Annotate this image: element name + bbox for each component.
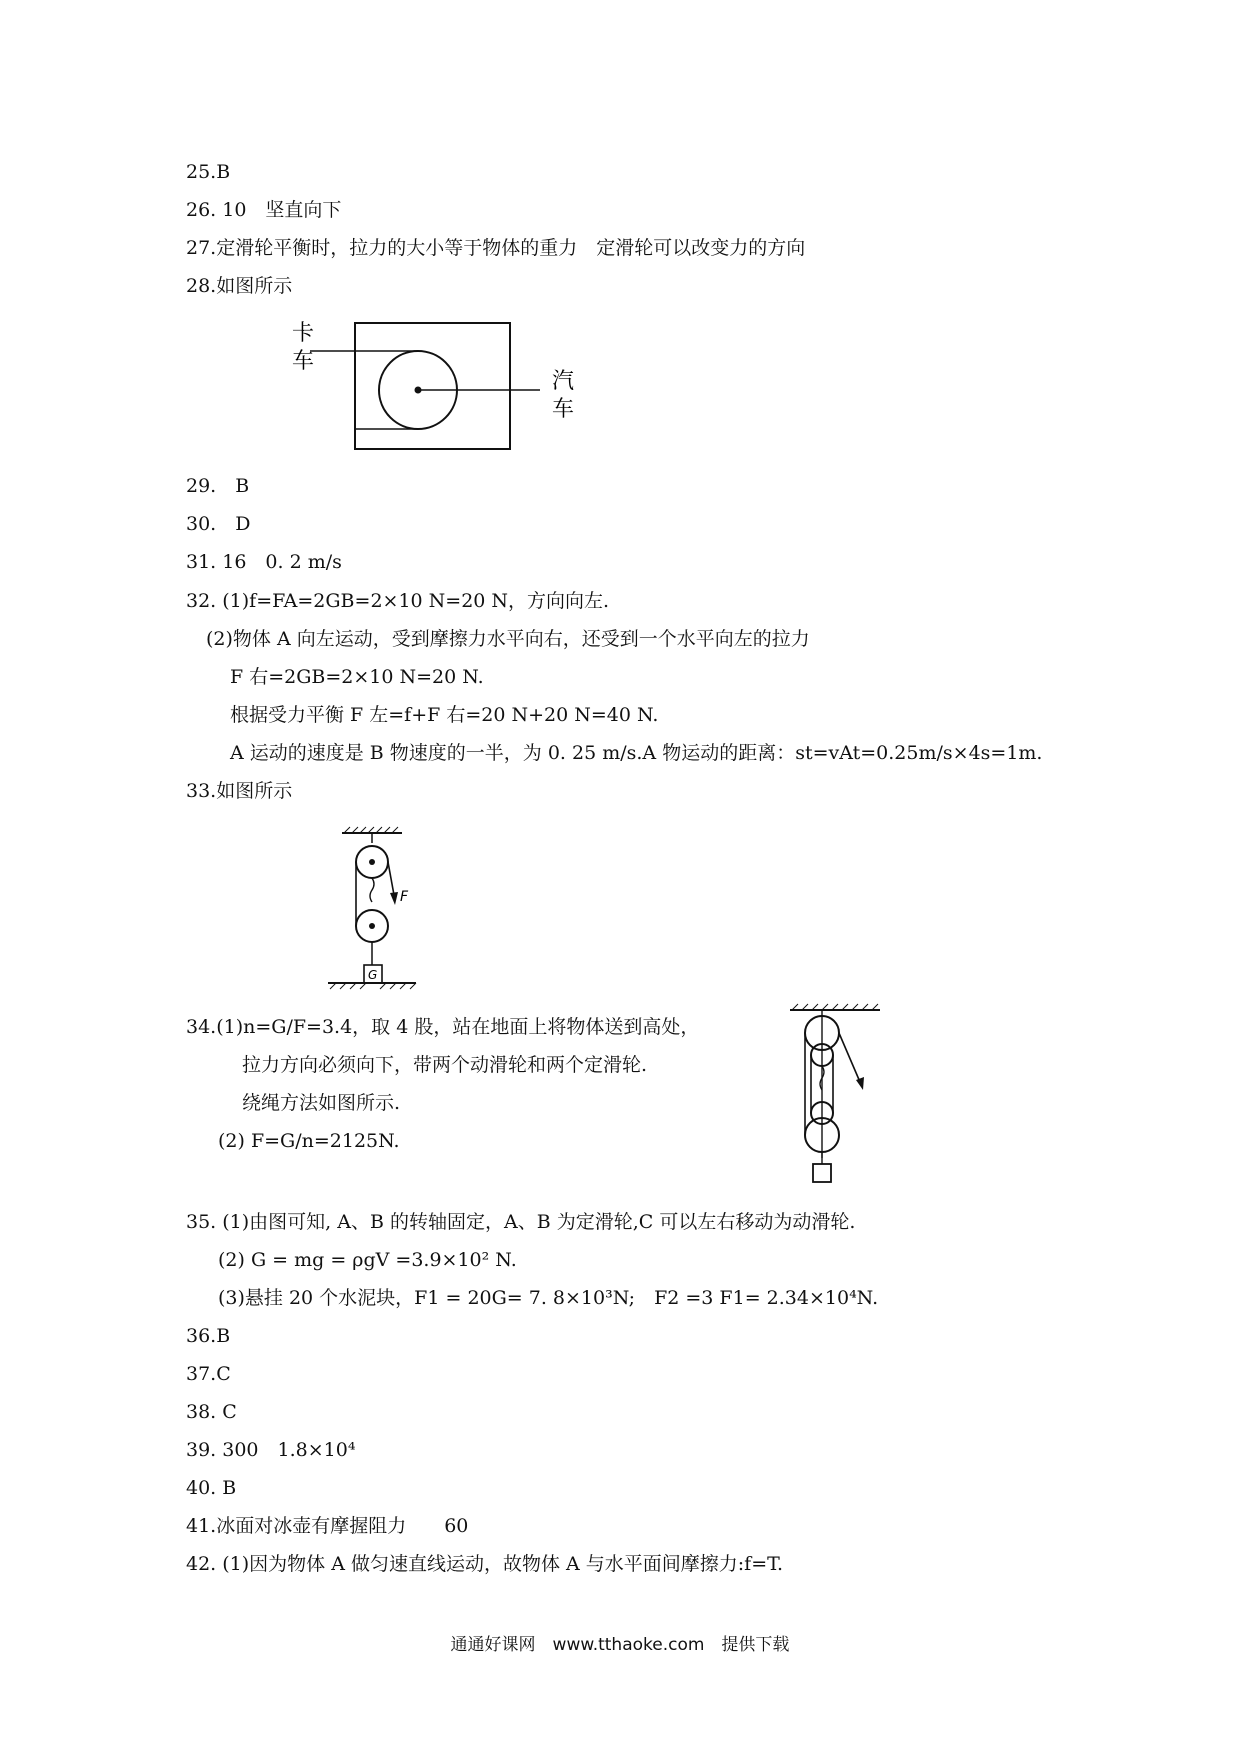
answer-31: 31. 16 0. 2 m/s <box>186 551 342 573</box>
car-label-2: 车 <box>552 397 575 422</box>
answer-37: 37.C <box>186 1363 231 1385</box>
answer-32-part5: A 运动的速度是 B 物速度的一半，为 0. 25 m/s.A 物运动的距离：st=vAt=0.25m/s×4s=1m. <box>230 742 1043 764</box>
answer-42: 42. (1)因为物体 A 做匀速直线运动，故物体 A 与水平面间摩擦力:f=T. <box>186 1553 784 1575</box>
page-footer: 通通好课网 www.tthaoke.com 提供下载 <box>450 1635 790 1655</box>
answer-35-part1: 35. (1)由图可知, A、B 的转轴固定，A、B 为定滑轮,C 可以左右移动为动滑轮. <box>186 1211 856 1233</box>
answer-34-part2: 拉力方向必须向下，带两个动滑轮和两个定滑轮. <box>242 1054 648 1076</box>
figure-28-pulley-diagram <box>280 310 600 460</box>
answer-32-part4: 根据受力平衡 F 左=f+F 右=20 N+20 N=40 N. <box>230 704 659 726</box>
answer-33: 33.如图所示 <box>186 780 293 802</box>
answer-34-part3: 绕绳方法如图所示. <box>242 1092 401 1114</box>
answer-32-part2: (2)物体 A 向左运动，受到摩擦力水平向右，还受到一个水平向左的拉力 <box>206 628 810 650</box>
answer-40: 40. B <box>186 1477 237 1499</box>
answer-34-part1: 34.(1)n=G/F=3.4，取 4 股，站在地面上将物体送到高处， <box>186 1016 700 1038</box>
force-label: F <box>400 889 409 905</box>
answer-29: 29. B <box>186 475 250 497</box>
answer-30: 30. D <box>186 513 251 535</box>
answer-39: 39. 300 1.8×10⁴ <box>186 1439 356 1461</box>
figure-34-pulley-system <box>780 1000 890 1195</box>
answer-25: 25.B <box>186 161 231 183</box>
answer-32-part1: 32. (1)f=FA=2GB=2×10 N=20 N，方向向左. <box>186 590 610 612</box>
truck-label-2: 车 <box>292 349 315 374</box>
car-label-1: 汽 <box>552 369 575 394</box>
answer-35-part3: (3)悬挂 20 个水泥块，F1 = 20G= 7. 8×10³N; F2 =3 F1= 2.34×10⁴N. <box>218 1287 879 1309</box>
answer-36: 36.B <box>186 1325 231 1347</box>
pull-arrow-head <box>856 1077 864 1090</box>
load-block <box>813 1164 831 1182</box>
answer-28: 28.如图所示 <box>186 275 293 297</box>
force-arrow-head <box>390 892 398 905</box>
answer-41: 41.冰面对冰壶有摩握阻力 60 <box>186 1515 469 1537</box>
answer-26: 26. 10 坚直向下 <box>186 199 342 221</box>
figure-33-pulley-block <box>320 825 430 995</box>
answer-27: 27.定滑轮平衡时，拉力的大小等于物体的重力 定滑轮可以改变力的方向 <box>186 237 806 259</box>
weight-label: G <box>368 968 378 982</box>
answer-34-part4: (2) F=G/n=2125N. <box>218 1130 400 1152</box>
answer-35-part2: (2) G = mg = ρgV =3.9×10² N. <box>218 1249 517 1271</box>
truck-label-1: 卡 <box>292 321 315 346</box>
answer-32-part3: F 右=2GB=2×10 N=20 N. <box>230 666 484 688</box>
answer-38: 38. C <box>186 1401 237 1423</box>
